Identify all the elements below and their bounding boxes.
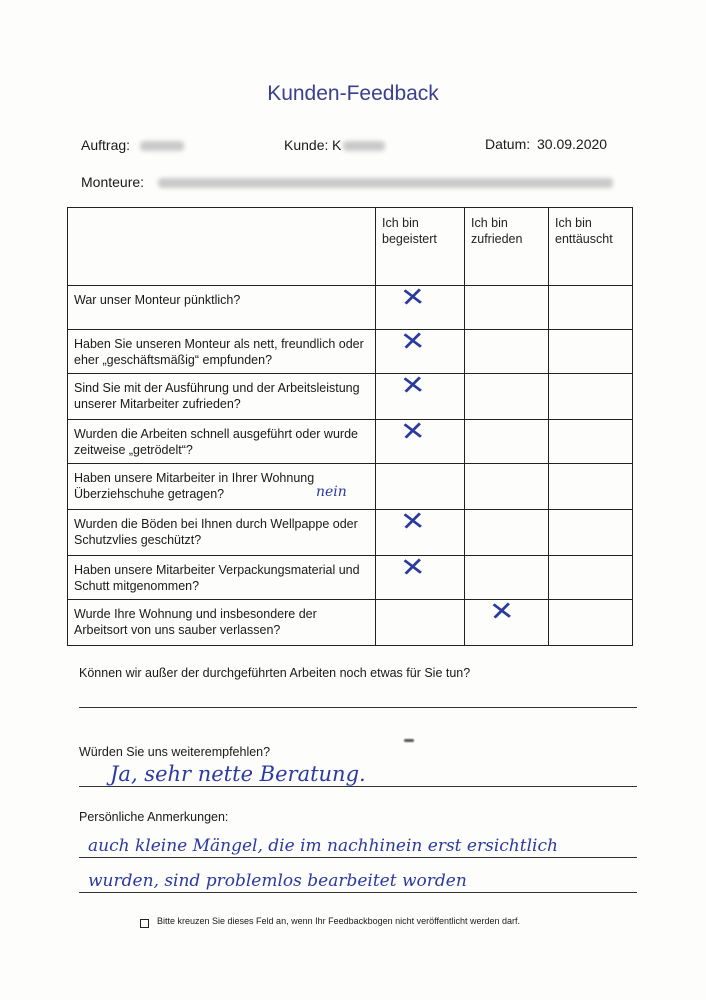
- q-more-answer-line: [79, 707, 637, 708]
- rating-cell-enttaeuscht[interactable]: [549, 510, 633, 556]
- rating-cell-begeistert[interactable]: [376, 326, 465, 374]
- rating-cell-zufrieden[interactable]: [465, 464, 549, 510]
- question-header: [68, 208, 376, 286]
- auftrag-label: Auftrag:: [81, 137, 131, 153]
- feedback-table: [67, 207, 633, 646]
- rating-cell-zufrieden[interactable]: [465, 596, 549, 646]
- rating-cell-begeistert[interactable]: [376, 506, 465, 556]
- col-enttaeuscht: Ich bin enttäuscht: [549, 208, 633, 286]
- handwritten-note: nein: [316, 484, 347, 500]
- table-row: [68, 330, 633, 374]
- kunde-redacted: [343, 141, 385, 151]
- rating-cell-begeistert[interactable]: [376, 600, 465, 646]
- cross-mark-icon: ✕: [399, 370, 427, 402]
- rating-cell-enttaeuscht[interactable]: [549, 464, 633, 510]
- rating-cell-begeistert[interactable]: [376, 464, 465, 510]
- rating-cell-enttaeuscht[interactable]: [549, 286, 633, 330]
- rating-cell-zufrieden[interactable]: [465, 330, 549, 374]
- question-text: Sind Sie mit der Ausführung und der Arbeitsleistung unserer Mitarbeiter zufrieden?: [74, 381, 360, 411]
- question-cell: [68, 286, 376, 330]
- rating-cell-zufrieden[interactable]: [465, 374, 549, 420]
- table-row: [68, 286, 633, 330]
- publish-opt-out-checkbox[interactable]: [140, 919, 149, 928]
- table-row: [68, 420, 633, 464]
- q-more-label: Können wir außer der durchgeführten Arbeiten noch etwas für Sie tun?: [79, 666, 471, 680]
- kunde-label: Kunde:: [284, 137, 329, 153]
- table-row: [68, 374, 633, 420]
- cross-mark-icon: ✕: [399, 416, 427, 448]
- q-recommend-label: Würden Sie uns weiterempfehlen?: [79, 745, 271, 759]
- cross-mark-icon: ✕: [488, 596, 516, 628]
- question-cell: [68, 510, 376, 556]
- datum-label: Datum:: [485, 136, 531, 152]
- cross-mark-icon: ✕: [399, 326, 427, 358]
- question-text: Haben unsere Mitarbeiter Verpackungsmaterial und Schutt mitgenommen?: [74, 563, 360, 593]
- rating-cell-enttaeuscht[interactable]: [549, 330, 633, 374]
- auftrag-redacted: [140, 141, 184, 151]
- rating-cell-zufrieden[interactable]: [465, 510, 549, 556]
- rating-cell-enttaeuscht[interactable]: [549, 374, 633, 420]
- question-text: War unser Monteur pünktlich?: [74, 293, 241, 307]
- question-text: Wurden die Arbeiten schnell ausgeführt oder wurde zeitweise „getrödelt“?: [74, 427, 358, 457]
- datum-value: 30.09.2020: [537, 136, 608, 152]
- table-row: [68, 600, 633, 646]
- rating-cell-begeistert[interactable]: [376, 552, 465, 600]
- monteure-label: Monteure:: [81, 174, 145, 190]
- page-title: Kunden-Feedback: [267, 82, 439, 105]
- publish-opt-out-text: Bitte kreuzen Sie dieses Feld an, wenn Ihr Feedbackbogen nicht veröffentlicht werden darf.: [157, 916, 521, 926]
- question-cell: [68, 374, 376, 420]
- question-text: Haben Sie unseren Monteur als nett, freundlich oder eher „geschäftsmäßig“ empfunden?: [74, 337, 364, 367]
- question-cell: [68, 556, 376, 600]
- remarks-label: Persönliche Anmerkungen:: [79, 810, 229, 824]
- remarks-line-1: auch kleine Mängel, die im nachhinein erst ersichtlich: [88, 836, 558, 856]
- cross-mark-icon: ✕: [399, 552, 427, 584]
- table-row: [68, 556, 633, 600]
- rating-cell-enttaeuscht[interactable]: [549, 600, 633, 646]
- remarks-rule-1: [79, 857, 637, 858]
- question-cell: [68, 330, 376, 374]
- col-zufrieden: Ich bin zufrieden: [465, 208, 549, 286]
- rating-cell-zufrieden[interactable]: [465, 556, 549, 600]
- question-cell: [68, 420, 376, 464]
- col-begeistert: Ich bin begeistert: [376, 208, 465, 286]
- rating-cell-zufrieden[interactable]: [465, 420, 549, 464]
- cross-mark-icon: ✕: [399, 282, 427, 314]
- remarks-line-2: wurden, sind problemlos bearbeitet worden: [88, 871, 467, 891]
- monteure-redacted: [158, 178, 613, 188]
- table-row: [68, 464, 633, 510]
- q-recommend-answer-line: [79, 786, 637, 787]
- cross-mark-icon: ✕: [399, 506, 427, 538]
- q-recommend-answer: Ja, sehr nette Beratung.: [110, 762, 366, 786]
- table-row: [68, 510, 633, 556]
- rating-cell-begeistert[interactable]: [376, 282, 465, 330]
- question-text: Wurde Ihre Wohnung und insbesondere der Arbeitsort von uns sauber verlassen?: [74, 607, 317, 637]
- rating-cell-begeistert[interactable]: [376, 370, 465, 420]
- kunde-initial: K: [332, 137, 342, 153]
- smudge: [404, 739, 414, 742]
- rating-cell-enttaeuscht[interactable]: [549, 556, 633, 600]
- question-cell: [68, 464, 376, 510]
- question-text: Wurden die Böden bei Ihnen durch Wellpappe oder Schutzvlies geschützt?: [74, 517, 358, 547]
- rating-cell-zufrieden[interactable]: [465, 286, 549, 330]
- rating-cell-begeistert[interactable]: [376, 416, 465, 464]
- question-cell: [68, 600, 376, 646]
- table-header-row: [68, 208, 633, 286]
- remarks-rule-2: [79, 892, 637, 893]
- rating-cell-enttaeuscht[interactable]: [549, 420, 633, 464]
- question-text: Haben unsere Mitarbeiter in Ihrer Wohnung Überziehschuhe getragen?: [74, 471, 315, 501]
